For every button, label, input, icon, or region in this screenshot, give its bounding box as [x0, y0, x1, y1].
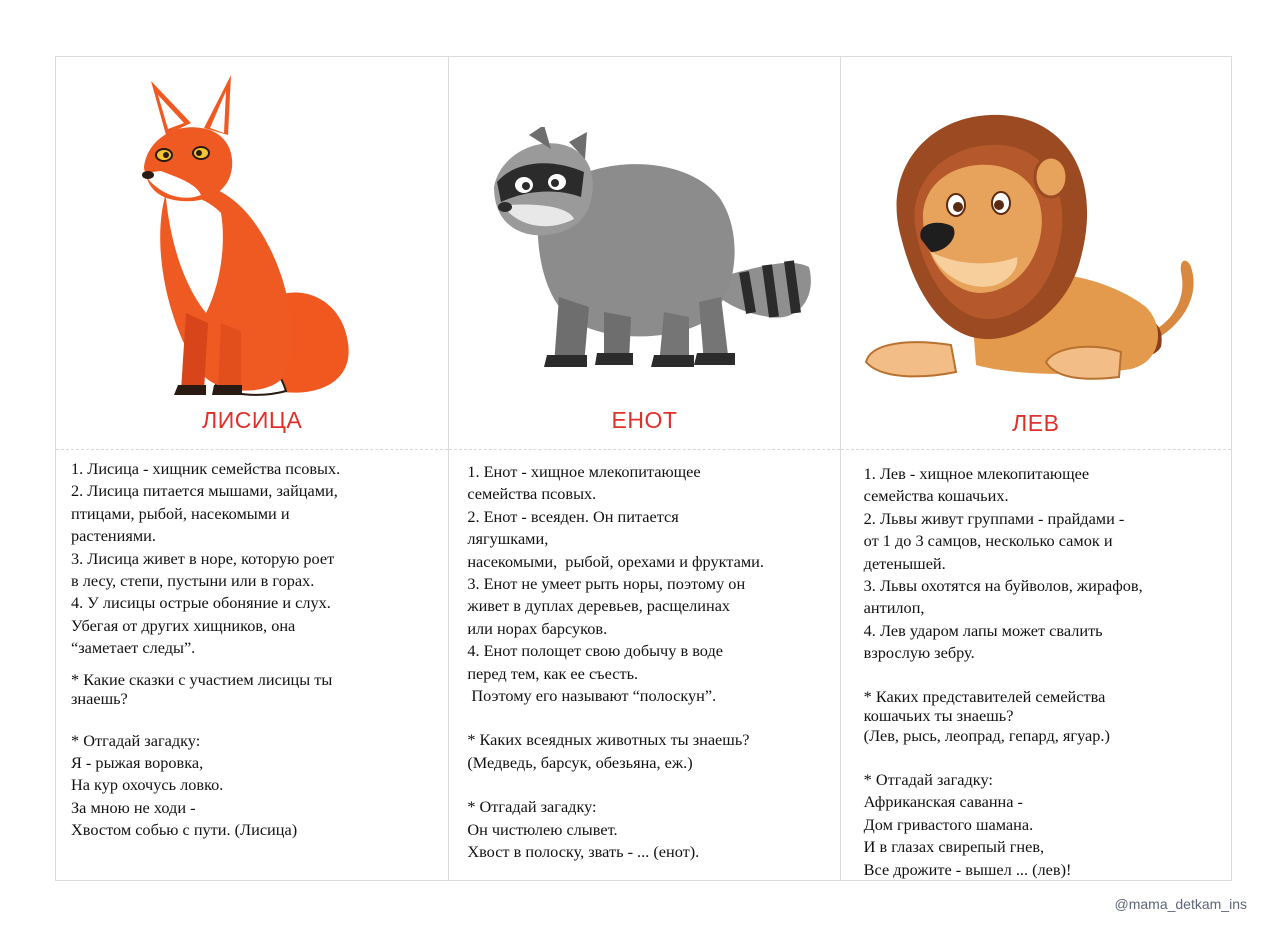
fact-line: 3. Лисица живет в норе, которую роет: [71, 548, 335, 568]
card-lion: [840, 57, 1231, 880]
fact-line: детенышей.: [863, 553, 946, 573]
question-line: * Каких всеядных животных ты знаешь?: [467, 730, 750, 750]
question-line: (Медведь, барсук, обезьяна, еж.): [467, 752, 693, 772]
fact-line: живет в дуплах деревьев, расщелинах: [467, 596, 731, 616]
card-sheet: [55, 56, 1232, 881]
riddle-line: Африканская саванна -: [863, 792, 1023, 812]
card-fox: [56, 57, 448, 880]
question-line: * Каких представителей семейства: [863, 686, 1106, 706]
fact-line: Поэтому его называют “полоскун”.: [467, 686, 717, 706]
riddle-line: * Отгадай загадку:: [467, 797, 597, 817]
card-text: [71, 458, 443, 842]
card-title: ЛИСИЦА: [202, 407, 303, 433]
riddle-line: Все дрожите - вышел ... (лев)!: [863, 859, 1072, 879]
riddle-line: * Отгадай загадку:: [71, 730, 201, 750]
fact-line: лягушками,: [467, 529, 549, 549]
question-line: (Лев, рысь, леопрад, гепард, ягуар.): [863, 725, 1110, 745]
card-title: ЛЕВ: [1012, 410, 1060, 436]
riddle-line: Дом гривастого шамана.: [863, 814, 1034, 834]
fact-line: или норах барсуков.: [467, 618, 608, 638]
fact-line: в лесу, степи, пустыни или в горах.: [71, 571, 315, 591]
lion-illustration: [861, 107, 1206, 397]
fact-line: перед тем, как ее съесть.: [467, 663, 639, 683]
fact-line: “заметает следы”.: [71, 638, 196, 658]
fact-line: 2. Енот - всеяден. Он питается: [467, 506, 679, 526]
fact-line: от 1 до 3 самцов, несколько самок и: [863, 531, 1113, 551]
card-raccoon: [448, 57, 839, 880]
divider: [449, 449, 839, 450]
divider: [56, 449, 448, 450]
fact-line: семейства кошачьих.: [863, 486, 1009, 506]
fact-line: 3. Енот не умеет рыть норы, поэтому он: [467, 574, 746, 594]
raccoon-illustration: [489, 127, 819, 377]
fact-line: 4. Енот полощет свою добычу в воде: [467, 641, 723, 661]
riddle-line: И в глазах свирепый гнев,: [863, 837, 1045, 857]
watermark: @mama_detkam_ins: [1114, 896, 1247, 912]
fact-line: 2. Львы живут группами - прайдами -: [863, 508, 1125, 528]
riddle-line: Он чистюлею слывет.: [467, 819, 618, 839]
fact-line: насекомыми, рыбой, орехами и фруктами.: [467, 551, 764, 571]
divider: [841, 449, 1231, 450]
card-text: [467, 461, 839, 864]
question-line: знаешь?: [71, 688, 128, 708]
riddle-line: На кур охочусь ловко.: [71, 775, 224, 795]
fact-line: растениями.: [71, 526, 156, 546]
riddle-line: Хвост в полоску, звать - ... (енот).: [467, 842, 700, 862]
fact-line: 3. Львы охотятся на буйволов, жирафов,: [863, 576, 1143, 596]
question-line: кошачьих ты знаешь?: [863, 705, 1014, 725]
fact-line: 2. Лисица питается мышами, зайцами,: [71, 481, 338, 501]
question-line: * Какие сказки с участием лисицы ты: [71, 669, 333, 689]
fact-line: 1. Енот - хищное млекопитающее: [467, 462, 701, 481]
fact-line: взрослую зебру.: [863, 643, 975, 663]
fact-line: 1. Лисица - хищник семейства псовых.: [71, 459, 341, 478]
fact-line: 1. Лев - хищное млекопитающее: [863, 464, 1090, 483]
fact-line: антилоп,: [863, 598, 925, 618]
riddle-line: * Отгадай загадку:: [863, 770, 993, 790]
card-text: [864, 463, 1226, 881]
fact-line: 4. У лисицы острые обоняние и слух.: [71, 593, 331, 613]
riddle-line: За мною не ходи -: [71, 797, 196, 817]
riddle-line: Я - рыжая воровка,: [71, 753, 204, 773]
card-title: ЕНОТ: [611, 407, 678, 433]
riddle-line: Хвостом собью с пути. (Лисица): [71, 820, 298, 840]
fact-line: 4. Лев ударом лапы может свалить: [863, 620, 1103, 640]
fact-line: семейства псовых.: [467, 484, 597, 504]
fox-illustration: [126, 73, 366, 403]
fact-line: птицами, рыбой, насекомыми и: [71, 503, 290, 523]
fact-line: Убегая от других хищников, она: [71, 615, 296, 635]
